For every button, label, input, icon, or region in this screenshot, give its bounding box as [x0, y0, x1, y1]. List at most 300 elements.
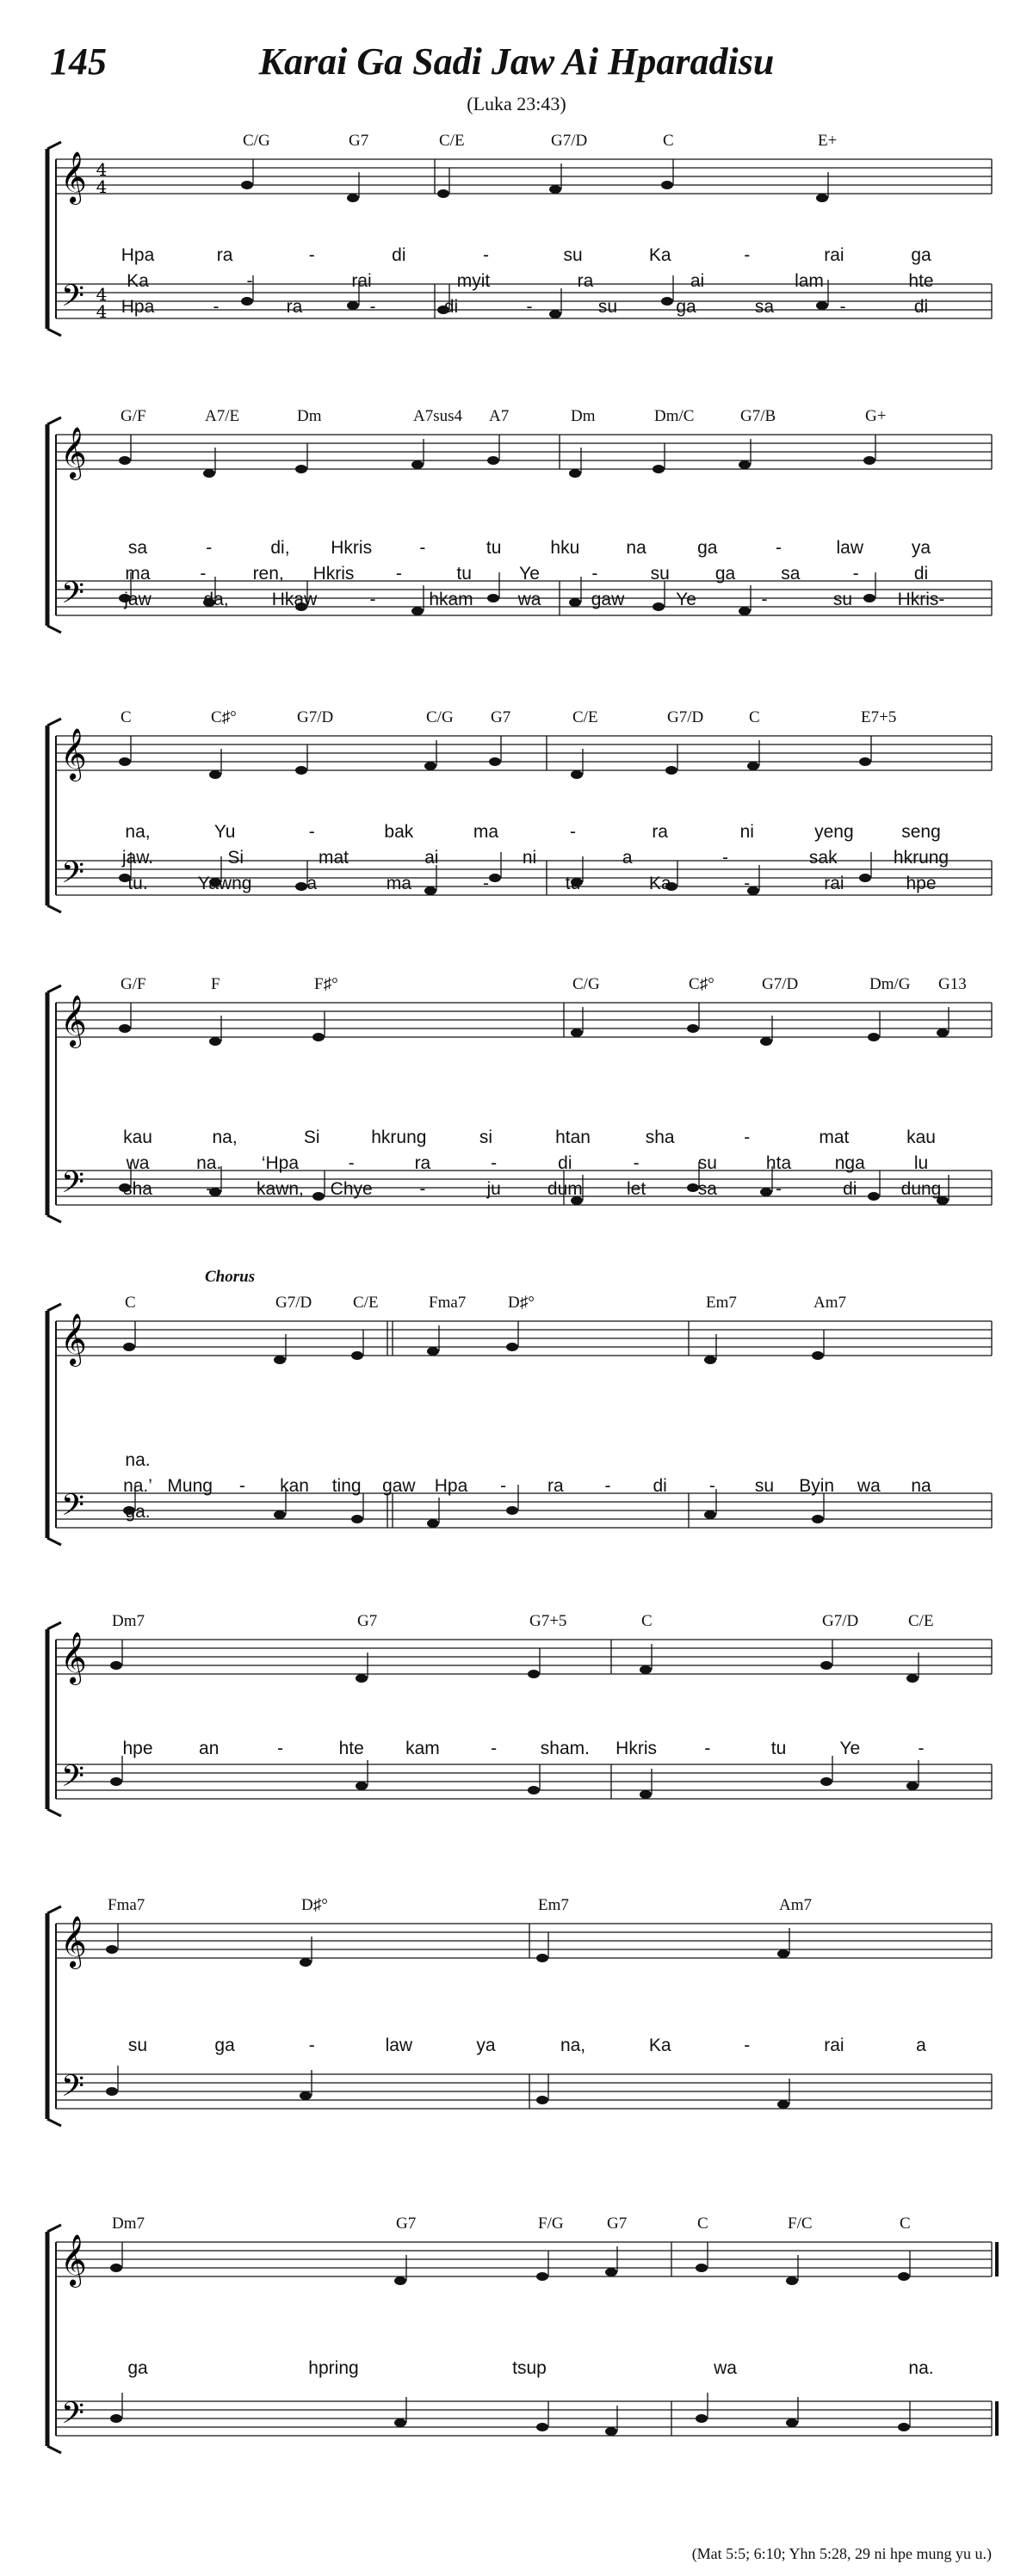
staff-graphics [0, 129, 1033, 379]
notehead [437, 189, 449, 198]
lyric-syllable: Ka [648, 2035, 671, 2055]
system-bracket-bottom [47, 329, 61, 336]
lyric-syllable: Hkris- [897, 590, 945, 609]
lyric-syllable: let [626, 1179, 646, 1199]
lyric-syllable: hpe [906, 874, 937, 893]
chord-symbol: G/F [121, 975, 146, 993]
system-8 [0, 2212, 1033, 2496]
lyric-syllable: su [754, 1476, 775, 1496]
notehead [351, 1351, 363, 1360]
lyric-syllable: ga [127, 2358, 148, 2378]
notehead [203, 469, 215, 478]
chord-symbol: C♯° [211, 708, 237, 726]
lyric-syllable: - [500, 1476, 507, 1496]
bass-notehead [863, 594, 875, 602]
lyric-syllable: - [213, 297, 220, 317]
bass-clef-icon: 𝄢 [61, 1758, 85, 1801]
chord-symbol: C [900, 2215, 911, 2233]
lyric-syllable: hpring [308, 2358, 359, 2378]
lyric-syllable: wa [857, 1476, 881, 1496]
bass-notehead [868, 1192, 880, 1201]
lyric-syllable: Si [303, 1127, 320, 1147]
chord-symbol: C/E [353, 1294, 379, 1312]
lyric-syllable: law [836, 538, 864, 558]
notehead [274, 1356, 286, 1364]
lyric-syllable: Byin [799, 1476, 835, 1496]
bass-notehead [536, 2423, 548, 2431]
lyric-syllable: hte [908, 271, 934, 291]
notehead [696, 2264, 708, 2272]
lyric-syllable: ra [577, 271, 594, 291]
chord-symbol: F [211, 975, 220, 993]
chord-symbol: G7/D [822, 1612, 859, 1630]
notehead [569, 469, 581, 478]
lyric-syllable: sa [781, 564, 801, 584]
lyric-syllable: rai [824, 2035, 844, 2055]
lyric-syllable: - [918, 1739, 925, 1758]
lyric-syllable: rai [351, 271, 372, 291]
lyric-syllable: gaw [591, 590, 625, 609]
notehead [506, 1343, 518, 1351]
lyric-syllable: an [199, 1739, 220, 1758]
notehead [123, 1343, 135, 1351]
lyric-syllable: ga [676, 297, 696, 317]
notehead [868, 1033, 880, 1041]
lyric-syllable: Yawng [197, 874, 252, 893]
lyric-syllable: nga [834, 1153, 865, 1173]
chord-symbol: G7/D [762, 975, 799, 993]
bass-clef-icon: 𝄢 [61, 278, 85, 320]
lyric-syllable: Si [227, 848, 244, 868]
lyric-syllable: wa [517, 590, 541, 609]
lyric-syllable: na, [212, 1127, 238, 1147]
lyric-syllable: Ye [839, 1739, 861, 1758]
bass-clef-icon: 𝄢 [61, 575, 85, 617]
notehead [209, 770, 221, 779]
chord-symbol: Dm/G [869, 975, 911, 993]
lyric-syllable: - [704, 1739, 711, 1758]
notehead [812, 1351, 824, 1360]
notehead [312, 1033, 325, 1041]
lyric-syllable: - [570, 822, 577, 842]
lyric-syllable: tu [456, 564, 472, 584]
lyric-syllable: su [563, 245, 583, 265]
hymn-title: Karai Ga Sadi Jaw Ai Hparadisu [258, 40, 775, 83]
lyric-syllable: dung [900, 1179, 942, 1199]
bass-notehead [487, 594, 499, 602]
staff-graphics [0, 973, 1033, 1265]
notehead [863, 456, 875, 465]
notehead [820, 1661, 832, 1670]
time-signature-top: 4 [96, 284, 108, 305]
notehead [786, 2276, 798, 2285]
lyric-syllable: - [744, 1127, 751, 1147]
system-bracket-top [47, 1906, 61, 1913]
system-bracket-top [47, 2225, 61, 2232]
lyric-syllable: - [526, 297, 533, 317]
lyric-syllable: kam [405, 1739, 440, 1758]
lyric-syllable: wa [714, 2358, 737, 2378]
system-bracket-bottom [47, 905, 61, 912]
lyric-syllable: ga. [125, 1502, 151, 1522]
lyric-syllable: - [722, 848, 728, 868]
time-signature-bottom: 4 [96, 301, 108, 322]
chord-symbol: F/G [538, 2215, 564, 2233]
lyric-syllable: kawn, [257, 1179, 304, 1199]
lyric-syllable: ju [486, 1179, 501, 1199]
notehead [295, 766, 307, 775]
lyric-syllable: - [419, 538, 426, 558]
chord-symbol: Em7 [538, 1896, 569, 1914]
lyric-syllable: Ye [676, 590, 696, 609]
chord-symbol: C/G [243, 132, 270, 150]
lyric-syllable: di [913, 297, 929, 317]
notehead [777, 1949, 789, 1958]
lyric-syllable: - [744, 874, 751, 893]
lyric-syllable: - [744, 2035, 751, 2055]
lyric-syllable: sham. [540, 1739, 590, 1758]
notehead [295, 465, 307, 473]
bass-notehead [760, 1188, 772, 1196]
lyric-syllable: di [843, 1179, 857, 1199]
bass-notehead [110, 1777, 122, 1786]
chord-symbol: G7/B [740, 407, 776, 425]
chord-symbol: Fma7 [108, 1896, 145, 1914]
chord-symbol: C/G [572, 975, 600, 993]
lyric-syllable: - [206, 538, 213, 558]
lyric-syllable: dum [547, 1179, 583, 1199]
notehead [347, 194, 359, 202]
system-6 [0, 1609, 1033, 1859]
lyric-syllable: ra [216, 245, 233, 265]
chord-symbol: Dm/C [654, 407, 695, 425]
chord-symbol: G7 [491, 708, 511, 726]
chord-symbol: C/G [426, 708, 454, 726]
lyric-syllable: bak [384, 822, 414, 842]
bass-notehead [777, 2100, 789, 2109]
footer-references: (Mat 5:5; 6:10; Yhn 5:28, 29 ni hpe mung yu u.) [691, 2545, 992, 2562]
bass-notehead [274, 1510, 286, 1519]
notehead [427, 1347, 439, 1356]
notehead [937, 1029, 949, 1037]
notehead [549, 185, 561, 194]
lyric-syllable: a [916, 2035, 926, 2055]
lyric-syllable: kau [123, 1127, 152, 1147]
lyric-syllable: su [832, 590, 853, 609]
bass-notehead [569, 598, 581, 607]
chord-symbol: Dm [571, 407, 596, 425]
chord-symbol: A7 [489, 407, 510, 425]
bass-notehead [696, 2414, 708, 2423]
system-5 [0, 1268, 1033, 1588]
lyric-syllable: Hkris [331, 538, 373, 558]
chord-symbol: C [125, 1294, 136, 1312]
bass-notehead [347, 301, 359, 310]
lyric-syllable: ra [547, 1476, 564, 1496]
staff-graphics [0, 1609, 1033, 1859]
lyric-syllable: na. [125, 1450, 151, 1470]
lyric-syllable: ga [911, 245, 931, 265]
lyric-syllable: jaw. [121, 848, 154, 868]
chorus-label: Chorus [205, 1268, 256, 1286]
lyric-syllable: ga [214, 2035, 235, 2055]
lyric-syllable: na [626, 538, 646, 558]
lyric-syllable: - [591, 564, 598, 584]
notehead [747, 762, 759, 770]
notehead [661, 181, 673, 189]
lyric-syllable: ai [690, 271, 705, 291]
lyric-syllable: law [385, 2035, 413, 2055]
bass-notehead [528, 1786, 540, 1795]
bass-notehead [411, 607, 424, 615]
notehead [411, 460, 424, 469]
lyric-syllable: wa [126, 1153, 150, 1173]
chord-symbol: Em7 [706, 1294, 737, 1312]
staff-graphics [0, 1893, 1033, 2169]
bass-notehead [640, 1790, 652, 1799]
notehead [424, 762, 436, 770]
lyric-syllable: ma [473, 822, 499, 842]
notehead [605, 2268, 617, 2276]
chord-symbol: E7+5 [861, 708, 897, 726]
chord-symbol: G7 [396, 2215, 417, 2233]
lyric-syllable: su [650, 564, 670, 584]
bass-clef-icon: 𝄢 [61, 1487, 85, 1529]
lyric-syllable: - [708, 1476, 715, 1496]
lyric-syllable: - [348, 1153, 355, 1173]
treble-clef-icon: 𝄞 [60, 2234, 87, 2286]
bass-notehead [356, 1782, 368, 1790]
system-bracket-bottom [47, 2119, 61, 2126]
lyric-syllable: na. [196, 1153, 222, 1173]
bass-notehead [661, 297, 673, 306]
system-bracket-top [47, 1304, 61, 1311]
bass-notehead [820, 1777, 832, 1786]
chord-symbol: Fma7 [429, 1294, 467, 1312]
bass-notehead [394, 2418, 406, 2427]
system-bracket-top [47, 719, 61, 726]
lyric-syllable: sha [123, 1179, 152, 1199]
lyric-syllable: hte [338, 1739, 364, 1758]
lyric-syllable: - [776, 538, 782, 558]
lyric-syllable: - [238, 1476, 245, 1496]
notehead [859, 757, 871, 766]
treble-clef-icon: 𝄞 [60, 1313, 87, 1365]
notehead [816, 194, 828, 202]
lyric-syllable: - [761, 590, 768, 609]
lyric-syllable: - [744, 245, 751, 265]
lyric-syllable: hkrung [371, 1127, 427, 1147]
system-2 [0, 405, 1033, 676]
bass-notehead [739, 607, 751, 615]
lyric-syllable: ra [286, 297, 303, 317]
lyric-syllable: ‘Hpa [261, 1153, 300, 1173]
lyric-syllable: di [913, 564, 929, 584]
lyric-syllable: hkam [429, 590, 473, 609]
bass-notehead [300, 2091, 312, 2100]
chord-symbol: G7 [607, 2215, 628, 2233]
bass-clef-icon: 𝄢 [61, 855, 85, 897]
notehead [640, 1665, 652, 1674]
bass-notehead [549, 310, 561, 318]
notehead [119, 757, 131, 766]
bass-notehead [906, 1782, 919, 1790]
notehead [106, 1945, 118, 1954]
chord-symbol: C [121, 708, 132, 726]
system-3 [0, 706, 1033, 955]
time-signature-top: 4 [96, 159, 108, 180]
notehead [110, 1661, 122, 1670]
lyric-syllable: gaw [382, 1476, 416, 1496]
system-bracket-bottom [47, 1538, 61, 1545]
lyric-syllable: htan [555, 1127, 591, 1147]
lyric-syllable: - [276, 1739, 283, 1758]
chord-symbol: G/F [121, 407, 146, 425]
notehead [898, 2272, 910, 2281]
lyric-syllable: si [479, 1127, 493, 1147]
notehead [394, 2276, 406, 2285]
lyric-syllable: ma [386, 874, 411, 893]
bass-notehead [489, 874, 501, 882]
lyric-syllable: Ye [519, 564, 540, 584]
notehead [528, 1670, 540, 1678]
treble-clef-icon: 𝄞 [60, 728, 87, 780]
lyric-syllable: Hkris [615, 1739, 657, 1758]
lyric-syllable: - [491, 1739, 498, 1758]
chord-symbol: Dm7 [112, 2215, 145, 2233]
bass-clef-icon: 𝄢 [61, 2395, 85, 2437]
lyric-syllable: yeng [814, 822, 854, 842]
lyric-syllable: ya [911, 538, 931, 558]
lyric-syllable: Chye [330, 1179, 373, 1199]
lyric-syllable: ni [739, 822, 754, 842]
chord-symbol: G7 [349, 132, 369, 150]
lyric-syllable: sak [808, 848, 838, 868]
lyric-syllable: kau [906, 1127, 936, 1147]
lyric-syllable: ra [652, 822, 668, 842]
lyric-syllable: hkrung [893, 848, 949, 868]
lyric-syllable: na. [908, 2358, 934, 2378]
lyric-syllable: tu. [127, 874, 148, 893]
chord-symbol: Am7 [813, 1294, 846, 1312]
chord-symbol: Dm7 [112, 1612, 145, 1630]
treble-clef-icon: 𝄞 [60, 995, 87, 1047]
lyric-syllable: tu [565, 874, 581, 893]
bass-notehead [816, 301, 828, 310]
lyric-syllable: ga [697, 538, 718, 558]
chord-symbol: C♯° [689, 975, 714, 993]
lyric-syllable: sa [697, 1179, 717, 1199]
lyric-syllable: lam [795, 271, 824, 291]
lyric-syllable: - [852, 564, 859, 584]
chord-symbol: E+ [818, 132, 838, 150]
lyric-syllable: da, [203, 590, 229, 609]
bass-notehead [536, 2096, 548, 2104]
chord-symbol: A7sus4 [413, 407, 463, 425]
lyric-syllable: Hpa [121, 297, 155, 317]
notehead [300, 1958, 312, 1967]
lyric-syllable: seng [901, 822, 941, 842]
lyric-syllable: ra [414, 1153, 431, 1173]
lyric-syllable: ai [424, 848, 439, 868]
lyric-syllable: ting [331, 1476, 362, 1496]
lyric-syllable: - [206, 1179, 213, 1199]
bass-notehead [506, 1506, 518, 1515]
lyric-syllable: di [558, 1153, 572, 1173]
notehead [487, 456, 499, 465]
chord-symbol: G7/D [275, 1294, 312, 1312]
staff-graphics [0, 405, 1033, 676]
notehead [110, 2264, 122, 2272]
lyric-syllable: a [306, 874, 318, 893]
lyric-syllable: rai [824, 245, 844, 265]
lyric-syllable: ren, [252, 564, 284, 584]
bass-notehead [859, 874, 871, 882]
lyric-syllable: a [622, 848, 633, 868]
bass-notehead [704, 1510, 716, 1519]
lyric-syllable: di [443, 297, 459, 317]
system-bracket-top [47, 417, 61, 424]
chord-symbol: C [697, 2215, 708, 2233]
chord-symbol: C [641, 1612, 653, 1630]
lyric-syllable: mat [318, 848, 349, 868]
lyric-syllable: - [369, 297, 376, 317]
lyric-syllable: tu [770, 1739, 787, 1758]
notehead [536, 2272, 548, 2281]
bass-notehead [898, 2423, 910, 2431]
chord-symbol: Am7 [779, 1896, 812, 1914]
notehead [906, 1674, 919, 1683]
lyric-syllable: hta [765, 1153, 792, 1173]
notehead [119, 456, 131, 465]
lyric-syllable: Ka [648, 874, 671, 893]
chord-symbol: G7/D [667, 708, 704, 726]
lyric-syllable: di [653, 1476, 667, 1496]
notehead [665, 766, 677, 775]
lyric-syllable: rai [824, 874, 844, 893]
system-bracket-top [47, 985, 61, 992]
lyric-syllable: tsup [512, 2358, 547, 2378]
system-bracket-bottom [47, 1215, 61, 1222]
bass-notehead [812, 1515, 824, 1523]
bass-notehead [424, 886, 436, 895]
lyric-syllable: - [246, 271, 253, 291]
lyric-syllable: Ka [127, 271, 149, 291]
chord-symbol: G7+5 [529, 1612, 567, 1630]
notehead [739, 460, 751, 469]
lyric-syllable: Hpa [121, 245, 155, 265]
lyric-syllable: sa [754, 297, 775, 317]
lyric-syllable: myit [456, 271, 491, 291]
lyric-syllable: ni [522, 848, 537, 868]
lyric-syllable: - [200, 564, 207, 584]
bass-notehead [106, 2087, 118, 2096]
notehead [241, 181, 253, 189]
notehead [760, 1037, 772, 1046]
lyric-syllable: tu [486, 538, 502, 558]
system-bracket-bottom [47, 1809, 61, 1816]
treble-clef-icon: 𝄞 [60, 427, 87, 479]
chord-symbol: Dm [297, 407, 322, 425]
lyric-syllable: lu [913, 1153, 929, 1173]
notehead [687, 1024, 699, 1033]
lyric-syllable: su [697, 1153, 717, 1173]
treble-clef-icon: 𝄞 [60, 1632, 87, 1683]
chord-symbol: C/E [439, 132, 465, 150]
notehead [209, 1037, 221, 1046]
bass-clef-icon: 𝄢 [61, 1164, 85, 1207]
lyric-syllable: Mung [167, 1476, 213, 1496]
